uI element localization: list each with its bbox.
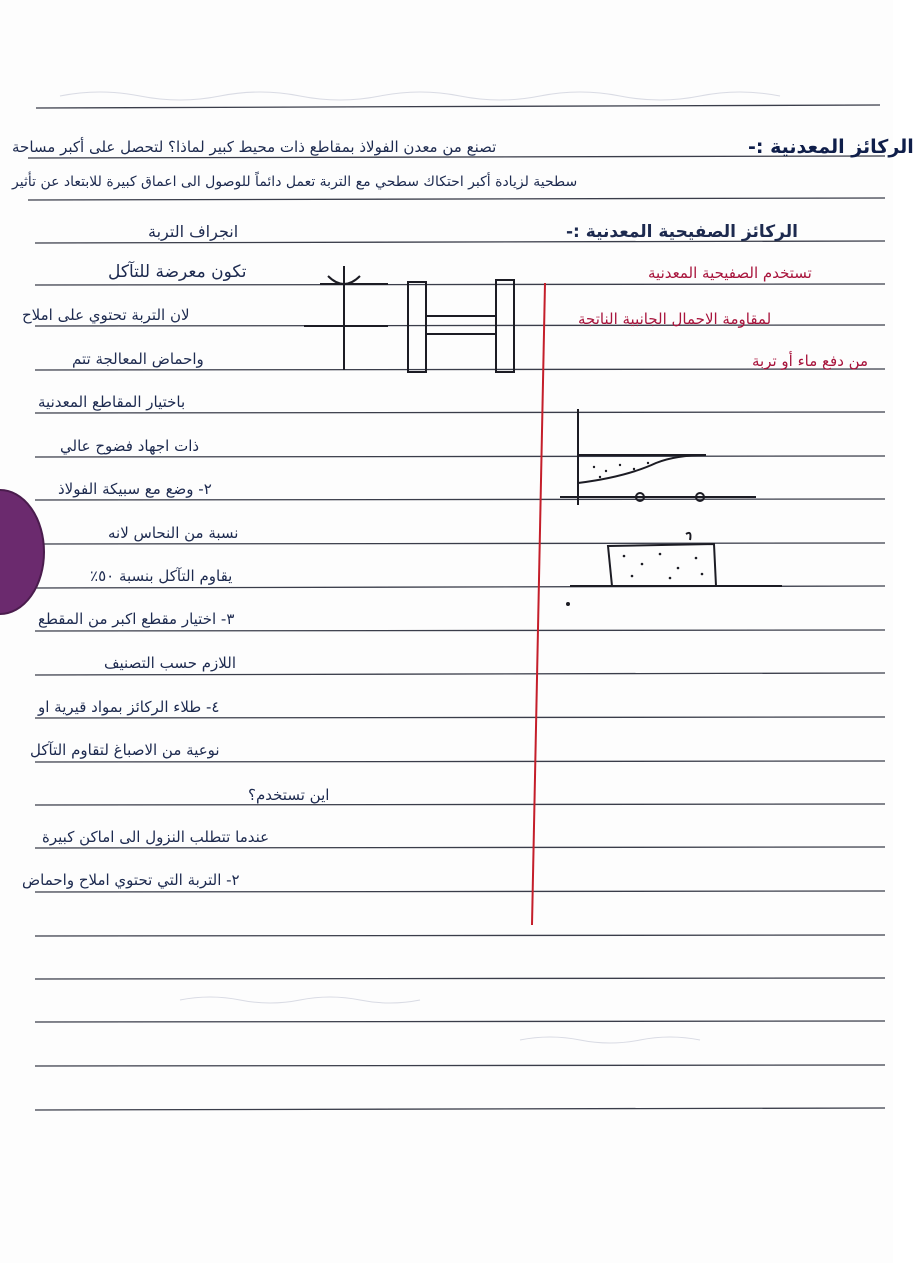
header-line-1: تصنع من معدن الفولاذ بمقاطع ذات محيط كبير لماذا؟ لتحصل على أكبر مساحة [12,138,497,156]
right-note-2: لمقاومة الاحمال الجانبية الناتجة [578,310,772,328]
punch-hole [0,490,44,614]
left-note-15: ٢- التربة التي تحتوي املاح واحماض [22,871,240,889]
left-note-5: ذات اجهاد فضوح عالي [60,437,200,455]
left-note-1: تكون معرضة للتآكل [108,262,247,282]
left-note-10: اللازم حسب التصنيف [104,654,236,672]
left-note-4: باختيار المقاطع المعدنية [38,393,186,411]
left-note-12: نوعية من الاصباغ لتقاوم التآكل [30,741,220,759]
right-note-1: تستخدم الصفيحية المعدنية [648,264,812,282]
h-beam-section-icon [300,262,525,374]
sheet-pile-wall-sketch-icon [556,405,771,515]
left-note-6: ٢- وضع مع سبيكة الفولاذ [58,480,212,498]
header-line-2: سطحية لزيادة أكبر احتكاك سطحي مع التربة تعمل دائماً للوصول الى اعماق كبيرة للابتعاد عن تأثير [12,174,578,190]
margin-line [532,283,545,925]
heading-sheet-piles: الركائز الصفيحية المعدنية :- [566,222,798,242]
left-note-7: نسبة من النحاس لانه [108,524,239,542]
heading-metal-piles: الركائز المعدنية :- [748,136,914,158]
left-note-14: عندما تتطلب النزول الى اماكن كبيرة [42,828,270,846]
soil-block-sketch-icon [560,528,790,618]
left-note-13: اين تستخدم؟ [248,786,330,804]
left-note-9: ٣- اختيار مقطع اكبر من المقطع [38,610,235,628]
header-line-3-text: انجراف التربة [148,222,239,241]
left-note-8: يقاوم التآكل بنسبة ٥٠٪ [90,567,233,585]
left-note-3: واحماض المعالجة تتم [72,350,204,368]
right-note-3: من دفع ماء أو تربة [752,352,869,370]
left-note-2: لان التربة تحتوي على املاح [22,306,190,324]
left-note-11: ٤- طلاء الركائز بمواد قيرية او [38,698,220,716]
